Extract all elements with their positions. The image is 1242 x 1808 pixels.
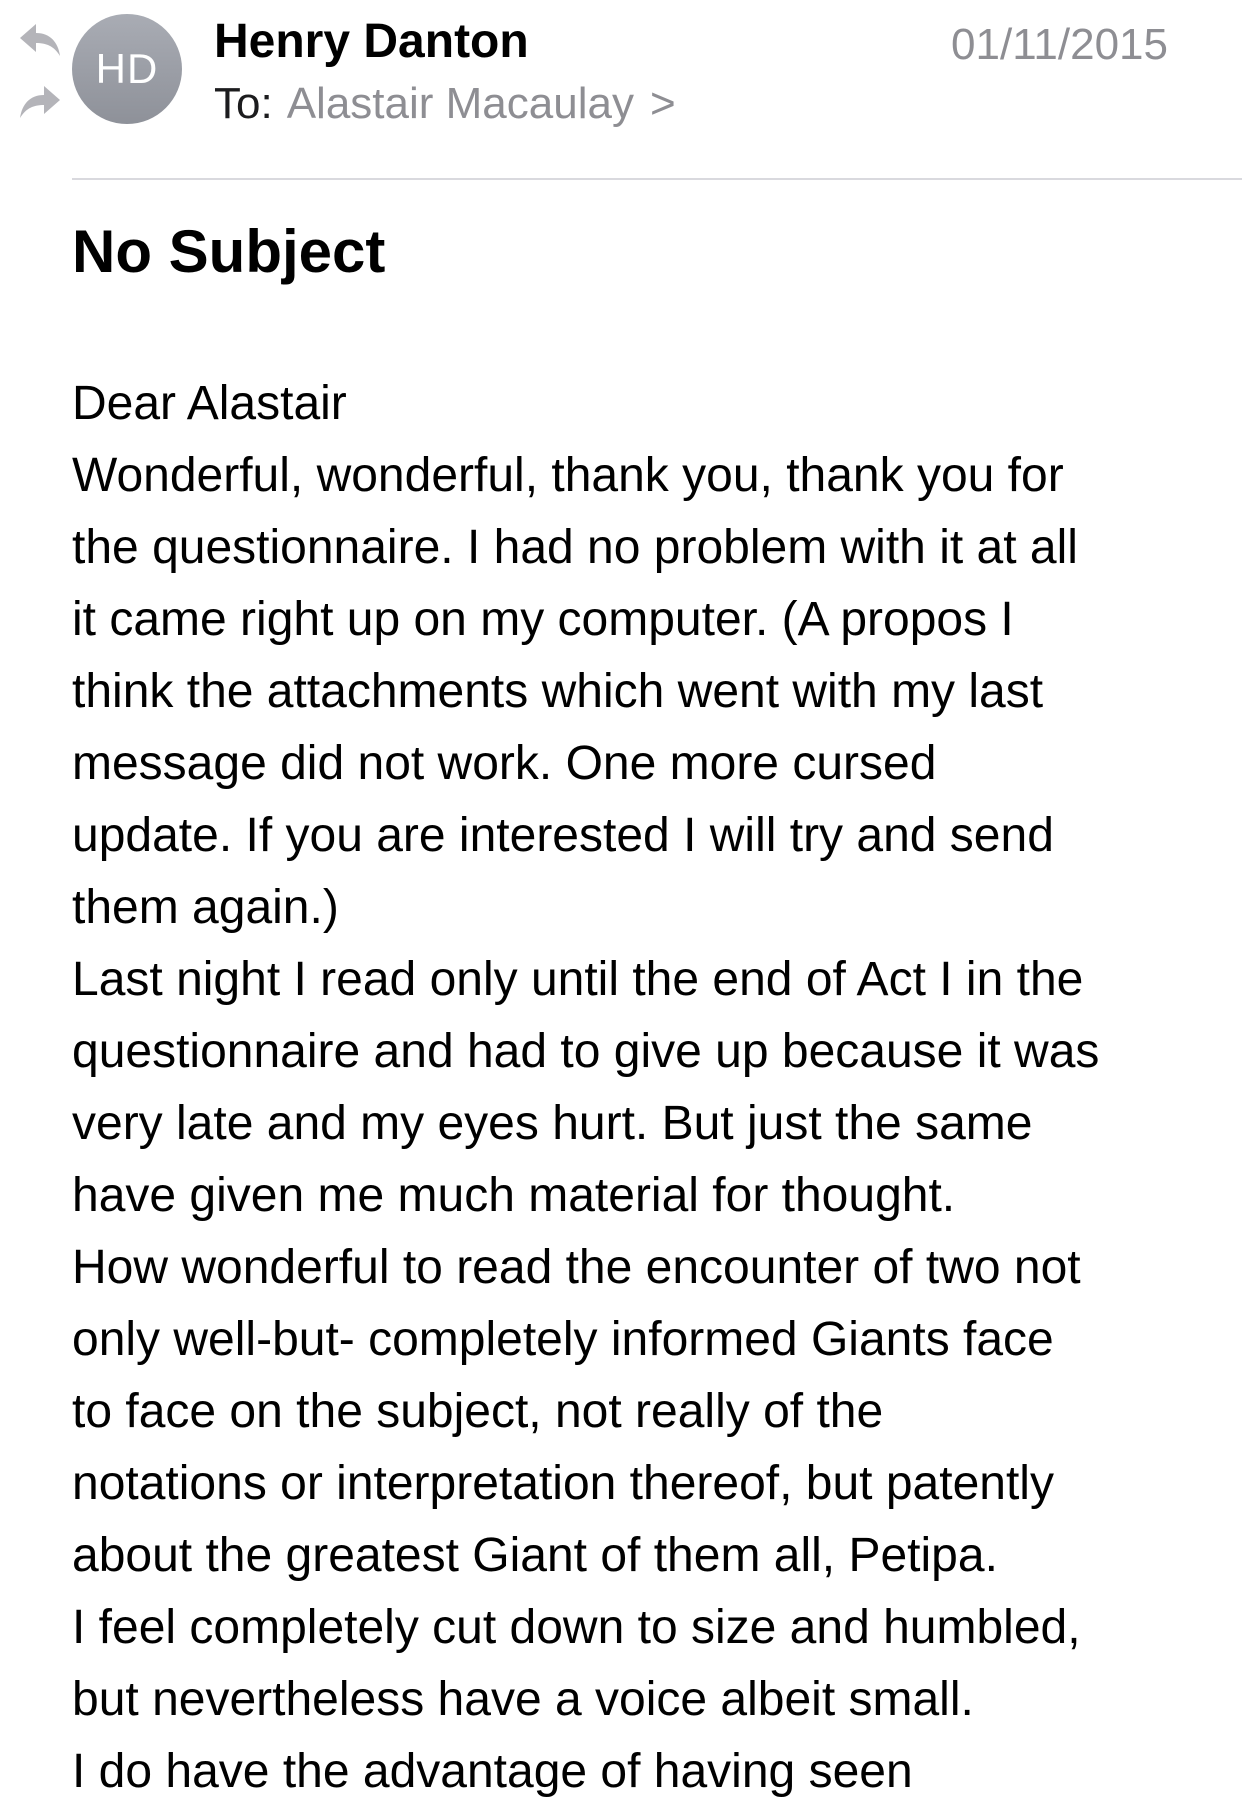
message-header — [0, 0, 1242, 180]
recipient-name[interactable]: Alastair Macaulay — [286, 79, 634, 128]
body-line: the questionnaire. I had no problem with it at all — [72, 521, 1078, 574]
body-line: I feel completely cut down to size and humbled, — [72, 1601, 1081, 1654]
header-divider — [72, 178, 1242, 180]
body-line: about the greatest Giant of them all, Petipa. — [72, 1529, 998, 1582]
chevron-right-icon[interactable]: > — [649, 79, 676, 128]
forward-icon[interactable] — [18, 84, 62, 124]
reply-icon[interactable] — [18, 22, 62, 62]
body-line: think the attachments which went with my last — [72, 665, 1044, 718]
body-line: Dear Alastair — [72, 377, 347, 430]
body-line: it came right up on my computer. (A propos I — [72, 593, 1014, 646]
message-actions — [18, 22, 64, 132]
body-line: questionnaire and had to give up because it was — [72, 1025, 1100, 1078]
body-line: Wonderful, wonderful, thank you, thank you for — [72, 449, 1064, 502]
message-body — [72, 368, 1222, 1808]
body-line: very late and my eyes hurt. But just the same — [72, 1097, 1033, 1150]
sender-avatar[interactable]: HD — [72, 14, 182, 124]
body-line: How wonderful to read the encounter of two not — [72, 1241, 1081, 1294]
body-line: I do have the advantage of having seen — [72, 1745, 913, 1798]
to-label: To: — [214, 79, 273, 128]
body-line: message did not work. One more cursed — [72, 737, 937, 790]
message-date: 01/11/2015 — [951, 20, 1168, 69]
message-subject: No Subject — [72, 218, 386, 285]
body-line: them again.) — [72, 881, 339, 934]
body-line: to face on the subject, not really of the — [72, 1385, 884, 1438]
recipient-row — [214, 78, 676, 130]
sender-name[interactable]: Henry Danton — [214, 15, 529, 68]
body-line: Last night I read only until the end of Act I in the — [72, 953, 1084, 1006]
body-line: notations or interpretation thereof, but patently — [72, 1457, 1054, 1510]
body-line: only well-but- completely informed Giants face — [72, 1313, 1054, 1366]
body-line: have given me much material for thought. — [72, 1169, 956, 1222]
body-line: but nevertheless have a voice albeit small. — [72, 1673, 974, 1726]
body-line: update. If you are interested I will try and send — [72, 809, 1054, 862]
